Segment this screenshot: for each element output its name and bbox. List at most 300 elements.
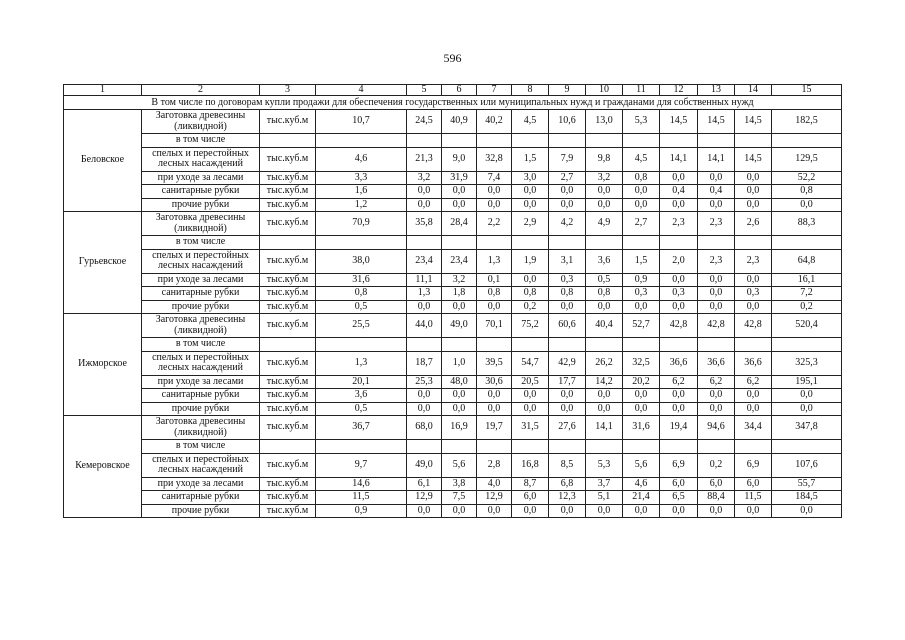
value-cell: 3,7 [586,477,623,491]
column-number: 11 [623,85,660,96]
value-cell: 11,5 [735,491,772,505]
row-label-line: спелых и перестойных [152,453,249,465]
unit-cell [260,440,316,454]
value-cell: 0,0 [407,389,442,403]
value-cell: 0,8 [772,185,842,199]
value-cell: 54,7 [512,351,549,375]
table-row [64,171,842,185]
table-row [64,249,842,273]
value-cell: 10,6 [549,110,586,134]
value-cell: 16,8 [512,453,549,477]
value-cell: 52,7 [623,314,660,338]
row-label [142,249,260,273]
table-row [64,198,842,212]
value-cell: 0,0 [442,504,477,518]
value-cell: 0,8 [623,171,660,185]
row-label-line: при уходе за лесами [157,171,244,183]
value-cell: 31,6 [316,273,407,287]
value-cell: 0,0 [442,402,477,416]
value-cell: 0,0 [549,402,586,416]
value-cell: 8,5 [549,453,586,477]
row-label-line: лесных насаждений [158,158,243,169]
unit-cell: тыс.куб.м [260,212,316,236]
value-cell: 88,3 [772,212,842,236]
value-cell: 20,1 [316,375,407,389]
value-cell: 0,0 [442,198,477,212]
value-cell: 42,9 [549,351,586,375]
row-label-line: санитарные рубки [161,287,240,298]
column-number: 15 [772,85,842,96]
value-cell: 1,0 [442,351,477,375]
value-cell: 0,0 [477,389,512,403]
value-cell: 8,7 [512,477,549,491]
value-cell: 32,8 [477,147,512,171]
value-cell: 5,3 [623,110,660,134]
value-cell: 0,3 [623,287,660,301]
value-cell: 6,9 [660,453,698,477]
value-cell: 0,0 [735,402,772,416]
value-cell: 0,0 [735,389,772,403]
unit-cell: тыс.куб.м [260,491,316,505]
row-label-line: (ликвидной) [174,324,227,336]
unit-cell: тыс.куб.м [260,249,316,273]
value-cell: 2,7 [623,212,660,236]
column-number: 6 [442,85,477,96]
row-label [142,212,260,236]
value-cell: 0,0 [442,389,477,403]
value-cell: 48,0 [442,375,477,389]
value-cell: 5,6 [623,453,660,477]
table-row [64,338,842,352]
value-cell: 1,9 [512,249,549,273]
value-cell: 0,0 [586,402,623,416]
table-row [64,273,842,287]
value-cell: 2,3 [698,249,735,273]
unit-cell [260,236,316,250]
row-label-line: прочие рубки [171,198,230,210]
value-cell: 0,8 [586,287,623,301]
value-cell [512,338,549,352]
value-cell: 0,0 [477,198,512,212]
value-cell: 49,0 [407,453,442,477]
unit-cell: тыс.куб.м [260,375,316,389]
value-cell: 27,6 [549,416,586,440]
table-row [64,504,842,518]
table-row [64,491,842,505]
value-cell [772,338,842,352]
value-cell: 3,2 [586,171,623,185]
value-cell [549,440,586,454]
value-cell: 2,3 [698,212,735,236]
value-cell: 0,8 [512,287,549,301]
row-label-line: при уходе за лесами [157,273,244,285]
value-cell: 94,6 [698,416,735,440]
value-cell [316,338,407,352]
value-cell: 0,0 [586,300,623,314]
value-cell: 14,1 [660,147,698,171]
value-cell [772,440,842,454]
row-label-line: прочие рубки [171,504,230,516]
value-cell: 4,2 [549,212,586,236]
value-cell: 0,0 [623,198,660,212]
value-cell [660,338,698,352]
value-cell: 70,9 [316,212,407,236]
row-label [142,198,260,212]
value-cell [512,134,549,148]
row-label [142,477,260,491]
value-cell: 2,0 [660,249,698,273]
value-cell [623,134,660,148]
row-label-line: в том числе [175,134,226,145]
table-row [64,147,842,171]
value-cell: 0,8 [316,287,407,301]
value-cell: 0,3 [549,273,586,287]
table-row [64,185,842,199]
row-label [142,110,260,134]
value-cell: 9,0 [442,147,477,171]
row-label-line: (ликвидной) [174,426,227,438]
row-label-line: лесных насаждений [158,464,243,475]
value-cell: 0,3 [660,287,698,301]
value-cell: 2,9 [512,212,549,236]
value-cell [772,134,842,148]
row-label [142,416,260,440]
row-label [142,171,260,185]
value-cell [407,134,442,148]
row-label-line: Заготовка древесины [155,212,246,223]
value-cell: 1,5 [623,249,660,273]
value-cell [477,236,512,250]
unit-cell: тыс.куб.м [260,402,316,416]
value-cell: 49,0 [442,314,477,338]
value-cell: 129,5 [772,147,842,171]
value-cell [772,236,842,250]
row-label [142,314,260,338]
value-cell: 17,7 [549,375,586,389]
unit-cell: тыс.куб.м [260,273,316,287]
value-cell: 60,6 [549,314,586,338]
value-cell [623,440,660,454]
value-cell: 195,1 [772,375,842,389]
table-row [64,477,842,491]
row-label-line: прочие рубки [171,300,230,312]
table-row [64,110,842,134]
unit-cell: тыс.куб.м [260,287,316,301]
district-name: Гурьевское [64,212,142,314]
value-cell: 24,5 [407,110,442,134]
row-label [142,300,260,314]
value-cell: 0,0 [477,402,512,416]
value-cell: 4,0 [477,477,512,491]
row-label-line: Заготовка древесины [155,416,246,427]
value-cell: 0,0 [549,198,586,212]
value-cell [477,338,512,352]
table-row [64,440,842,454]
table-row [64,375,842,389]
value-cell: 0,0 [549,185,586,199]
value-cell: 2,6 [735,212,772,236]
table-row [64,416,842,440]
value-cell: 7,2 [772,287,842,301]
value-cell: 14,1 [586,416,623,440]
value-cell: 0,0 [623,504,660,518]
value-cell [735,236,772,250]
value-cell: 0,0 [698,504,735,518]
value-cell [586,338,623,352]
value-cell: 0,0 [407,198,442,212]
column-number: 1 [64,85,142,96]
row-label-line: (ликвидной) [174,222,227,234]
value-cell: 31,5 [512,416,549,440]
value-cell: 0,4 [698,185,735,199]
table-row [64,351,842,375]
row-label-line: при уходе за лесами [157,375,244,387]
value-cell: 42,8 [735,314,772,338]
unit-cell: тыс.куб.м [260,416,316,440]
value-cell: 21,4 [623,491,660,505]
value-cell: 12,9 [477,491,512,505]
value-cell: 3,2 [442,273,477,287]
value-cell [407,440,442,454]
value-cell: 5,6 [442,453,477,477]
value-cell [442,236,477,250]
value-cell: 0,0 [660,300,698,314]
column-number: 9 [549,85,586,96]
value-cell [586,134,623,148]
value-cell: 13,0 [586,110,623,134]
value-cell [698,440,735,454]
value-cell: 0,0 [512,198,549,212]
value-cell: 0,0 [772,504,842,518]
value-cell [698,338,735,352]
value-cell: 14,1 [698,147,735,171]
value-cell [477,134,512,148]
value-cell: 0,0 [442,300,477,314]
value-cell: 14,6 [316,477,407,491]
value-cell: 14,5 [698,110,735,134]
unit-cell: тыс.куб.м [260,389,316,403]
unit-cell: тыс.куб.м [260,171,316,185]
table-row [64,287,842,301]
value-cell: 0,3 [735,287,772,301]
value-cell: 0,4 [660,185,698,199]
value-cell: 0,0 [549,300,586,314]
value-cell: 3,3 [316,171,407,185]
section-title: В том числе по договорам купли продажи для обеспечения государственных или муниципальных нужд и гражданами для собственных нужд [64,96,842,110]
column-number: 8 [512,85,549,96]
value-cell: 68,0 [407,416,442,440]
value-cell: 520,4 [772,314,842,338]
value-cell: 31,9 [442,171,477,185]
value-cell [442,440,477,454]
value-cell: 2,8 [477,453,512,477]
value-cell: 6,2 [660,375,698,389]
page-number: 596 [443,51,462,65]
column-number: 14 [735,85,772,96]
value-cell: 35,8 [407,212,442,236]
value-cell: 0,0 [772,198,842,212]
value-cell: 64,8 [772,249,842,273]
value-cell [623,338,660,352]
value-cell: 0,0 [586,198,623,212]
unit-cell: тыс.куб.м [260,185,316,199]
value-cell [623,236,660,250]
value-cell: 1,2 [316,198,407,212]
value-cell: 11,5 [316,491,407,505]
value-cell: 4,9 [586,212,623,236]
unit-cell [260,338,316,352]
value-cell: 44,0 [407,314,442,338]
value-cell [549,338,586,352]
value-cell: 6,0 [512,491,549,505]
row-label-line: лесных насаждений [158,362,243,373]
row-label [142,338,260,352]
value-cell: 25,3 [407,375,442,389]
value-cell: 0,8 [477,287,512,301]
value-cell: 1,3 [477,249,512,273]
row-label [142,375,260,389]
value-cell: 20,2 [623,375,660,389]
value-cell [660,236,698,250]
unit-cell: тыс.куб.м [260,477,316,491]
value-cell: 0,5 [586,273,623,287]
row-label [142,351,260,375]
column-number-row [64,85,842,96]
value-cell: 4,6 [623,477,660,491]
value-cell: 0,0 [477,504,512,518]
value-cell: 6,2 [735,375,772,389]
value-cell: 0,0 [512,402,549,416]
value-cell: 6,5 [660,491,698,505]
column-number: 3 [260,85,316,96]
value-cell: 6,2 [698,375,735,389]
value-cell: 55,7 [772,477,842,491]
row-label [142,402,260,416]
value-cell: 1,3 [407,287,442,301]
unit-cell: тыс.куб.м [260,453,316,477]
value-cell: 19,7 [477,416,512,440]
value-cell: 14,5 [660,110,698,134]
value-cell: 0,0 [512,185,549,199]
unit-cell: тыс.куб.м [260,198,316,212]
value-cell: 42,8 [698,314,735,338]
value-cell: 25,5 [316,314,407,338]
district-name: Ижморское [64,314,142,416]
value-cell: 1,8 [442,287,477,301]
value-cell: 3,1 [549,249,586,273]
value-cell: 0,0 [407,504,442,518]
table-row [64,236,842,250]
row-label-line: Заготовка древесины [155,314,246,325]
value-cell: 0,0 [772,389,842,403]
value-cell [549,236,586,250]
row-label-line: спелых и перестойных [152,249,249,261]
value-cell: 0,0 [407,402,442,416]
column-number: 5 [407,85,442,96]
value-cell: 6,1 [407,477,442,491]
table-body [64,85,842,518]
value-cell: 4,5 [623,147,660,171]
table-row [64,402,842,416]
row-label [142,440,260,454]
row-label [142,453,260,477]
value-cell: 0,0 [660,402,698,416]
value-cell [549,134,586,148]
column-number: 12 [660,85,698,96]
value-cell: 16,1 [772,273,842,287]
column-number: 10 [586,85,623,96]
value-cell: 0,0 [698,273,735,287]
value-cell: 0,0 [586,389,623,403]
row-label-line: санитарные рубки [161,491,240,502]
value-cell: 0,0 [735,300,772,314]
value-cell: 0,0 [623,185,660,199]
value-cell [698,236,735,250]
value-cell [586,236,623,250]
value-cell: 3,6 [586,249,623,273]
value-cell: 6,9 [735,453,772,477]
value-cell: 32,5 [623,351,660,375]
row-label-line: лесных насаждений [158,260,243,271]
row-label [142,491,260,505]
row-label [142,147,260,171]
value-cell: 42,8 [660,314,698,338]
row-label-line: Заготовка древесины [155,110,246,121]
value-cell [660,134,698,148]
value-cell: 40,9 [442,110,477,134]
value-cell: 88,4 [698,491,735,505]
value-cell: 0,0 [698,300,735,314]
value-cell: 40,4 [586,314,623,338]
value-cell: 0,0 [512,389,549,403]
value-cell: 31,6 [623,416,660,440]
value-cell [316,134,407,148]
value-cell: 1,6 [316,185,407,199]
value-cell: 34,4 [735,416,772,440]
row-label-line: спелых и перестойных [152,351,249,363]
value-cell: 0,0 [735,504,772,518]
value-cell [512,236,549,250]
row-label-line: санитарные рубки [161,389,240,400]
value-cell: 11,1 [407,273,442,287]
value-cell: 0,0 [586,185,623,199]
row-label-line: в том числе [175,338,226,349]
value-cell: 325,3 [772,351,842,375]
value-cell [660,440,698,454]
value-cell: 38,0 [316,249,407,273]
value-cell: 7,4 [477,171,512,185]
value-cell: 14,5 [735,110,772,134]
value-cell [316,236,407,250]
value-cell: 0,0 [512,504,549,518]
value-cell: 2,3 [660,212,698,236]
row-label [142,134,260,148]
value-cell: 14,2 [586,375,623,389]
value-cell: 0,0 [660,389,698,403]
value-cell: 0,0 [623,300,660,314]
unit-cell: тыс.куб.м [260,504,316,518]
row-label-line: в том числе [175,236,226,247]
value-cell: 10,7 [316,110,407,134]
value-cell: 0,0 [623,402,660,416]
value-cell: 16,9 [442,416,477,440]
value-cell: 0,0 [512,273,549,287]
value-cell: 0,2 [512,300,549,314]
value-cell: 0,8 [549,287,586,301]
value-cell: 70,1 [477,314,512,338]
value-cell: 2,3 [735,249,772,273]
value-cell [735,440,772,454]
